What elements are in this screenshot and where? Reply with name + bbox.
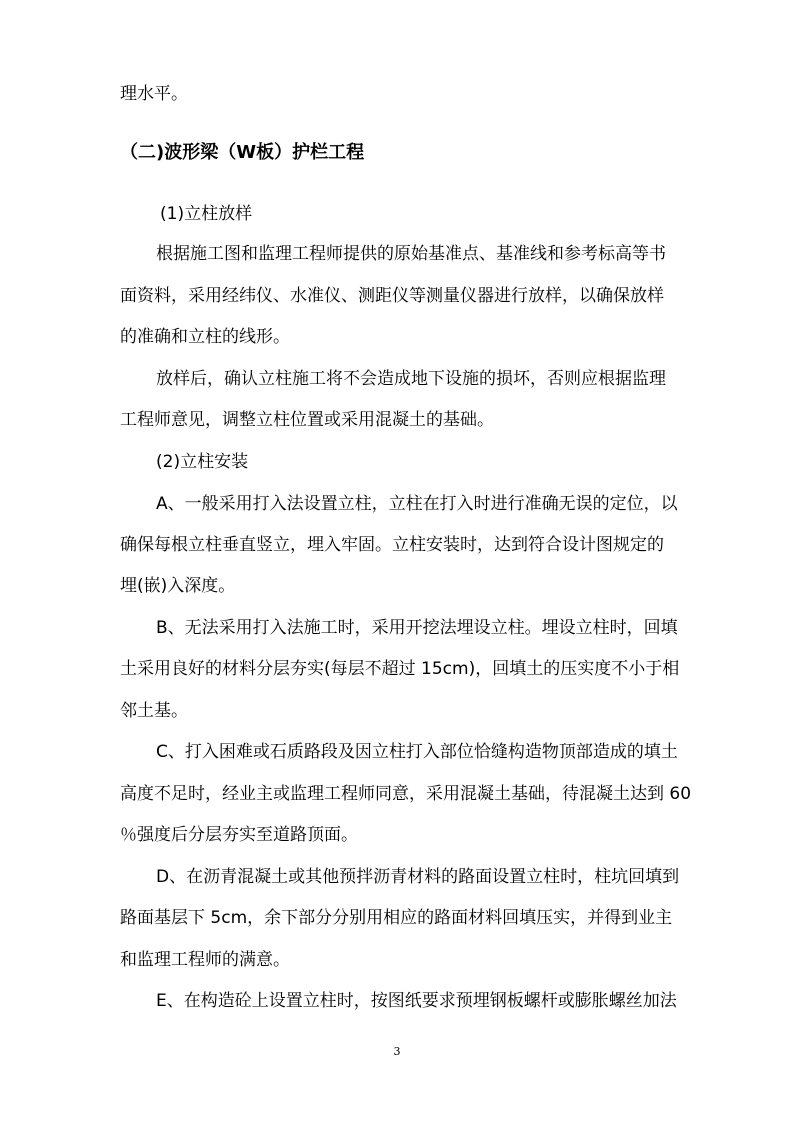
paragraph-line: 的准确和立柱的线形。 (120, 327, 290, 347)
section-heading: （二)波形梁（W板）护栏工程 (120, 142, 365, 163)
paragraph-line: D、在沥青混凝土或其他预拌沥青材料的路面设置立柱时，柱坑回填到 (156, 867, 680, 887)
paragraph-line: C、打入困难或石质路段及因立柱打入部位恰缝构造物顶部造成的填土 (156, 742, 678, 762)
paragraph-line: A、一般采用打入法设置立柱，立柱在打入时进行准确无误的定位，以 (156, 494, 678, 514)
paragraph-line: 和监理工程师的满意。 (120, 950, 290, 970)
paragraph-line: 根据施工图和监理工程师提供的原始基准点、基准线和参考标高等书 (156, 244, 666, 264)
paragraph-line: 埋(嵌)入深度。 (120, 576, 236, 596)
paragraph-line: 放样后，确认立柱施工将不会造成地下设施的损坏，否则应根据监理 (156, 369, 666, 389)
paragraph-line: 高度不足时，经业主或监理工程师同意，采用混凝土基础，待混凝土达到 60 (120, 784, 692, 804)
paragraph-line: B、无法采用打入法施工时，采用开挖法埋设立柱。埋设立柱时，回填 (156, 618, 678, 638)
paragraph-line: 确保每根立柱垂直竖立，埋入牢固。立柱安装时，达到符合设计图规定的 (120, 535, 664, 555)
paragraph-line: 理水平。 (120, 84, 188, 104)
paragraph-line: 面资料，采用经纬仪、水准仪、测距仪等测量仪器进行放样，以确保放样 (120, 286, 664, 306)
paragraph-line: 邻土基。 (120, 701, 188, 721)
paragraph-line: 路面基层下 5cm，余下部分分别用相应的路面材料回填压实，并得到业主 (120, 908, 673, 928)
paragraph-line: 工程师意见，调整立柱位置或采用混凝土的基础。 (120, 410, 494, 430)
page-number: 3 (393, 1045, 401, 1058)
paragraph-line: E、在构造砼上设置立柱时，按图纸要求预埋钢板螺杆或膨胀螺丝加法 (156, 991, 677, 1011)
subsection-heading: (1)立柱放样 (160, 204, 253, 224)
subsection-heading: (2)立柱安装 (156, 452, 249, 472)
paragraph-line: ％强度后分层夯实至道路顶面。 (120, 825, 358, 845)
paragraph-line: 土采用良好的材料分层夯实(每层不超过 15cm)，回填土的压实度不小于相 (120, 659, 680, 679)
